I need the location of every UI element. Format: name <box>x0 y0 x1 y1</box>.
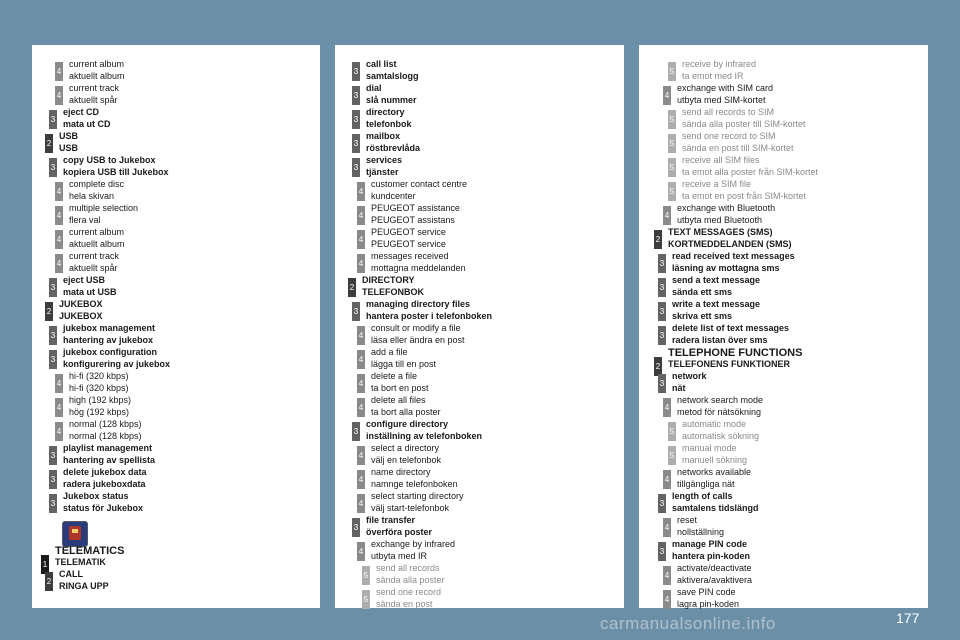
entry-swedish: namnge telefonboken <box>371 478 458 489</box>
entry-english: receive all SIM files <box>682 155 760 165</box>
level-badge: 2 <box>348 278 356 297</box>
menu-entry-text <box>371 323 465 346</box>
entry-english: reset <box>677 515 698 525</box>
entry-swedish: tjänster <box>366 166 399 177</box>
entry-english: USB <box>59 131 79 141</box>
menu-entry-text <box>682 419 759 442</box>
entry-english: name directory <box>371 467 431 477</box>
menu-entry-text <box>672 299 760 322</box>
level-badge: 2 <box>654 357 662 376</box>
entry-swedish: nollställning <box>677 526 725 537</box>
level-badge: 4 <box>357 326 365 345</box>
entry-swedish: sända alla poster <box>376 574 445 585</box>
menu-entry-text <box>672 539 750 562</box>
menu-entry-text <box>682 131 794 154</box>
level-badge: 5 <box>362 566 370 585</box>
entry-english: JUKEBOX <box>59 299 103 309</box>
level-badge: 5 <box>668 110 676 129</box>
menu-entry-text <box>682 59 756 82</box>
menu-entry-text <box>69 419 142 442</box>
menu-entry-text <box>63 107 111 130</box>
level-badge: 3 <box>49 158 57 177</box>
menu-entry-text <box>59 131 78 154</box>
entry-english: file transfer <box>366 515 416 525</box>
entry-swedish: slå nummer <box>366 94 417 105</box>
level-badge: 3 <box>352 158 360 177</box>
level-badge: 1 <box>41 555 49 574</box>
entry-swedish: samtalens tidslängd <box>672 502 759 513</box>
level-badge: 3 <box>352 86 360 105</box>
entry-swedish: mottagna meddelanden <box>371 262 466 273</box>
entry-swedish: automatisk sökning <box>682 430 760 441</box>
entry-english: eject USB <box>63 275 106 285</box>
menu-entry-text <box>677 203 775 226</box>
entry-english: delete list of text messages <box>672 323 790 333</box>
menu-entry-text <box>69 251 119 274</box>
entry-english: receive a SIM file <box>682 179 752 189</box>
entry-english: high (192 kbps) <box>69 395 132 405</box>
entry-english: managing directory files <box>366 299 471 309</box>
level-badge: 3 <box>49 494 57 513</box>
level-badge: 3 <box>658 254 666 273</box>
menu-entry-text <box>63 155 169 178</box>
entry-english: call list <box>366 59 397 69</box>
menu-entry-text <box>677 395 763 418</box>
telematics-icon <box>62 521 88 547</box>
menu-entry-text <box>677 83 773 106</box>
level-badge: 5 <box>362 590 370 609</box>
entry-swedish: ta emot alla poster från SIM-kortet <box>682 166 819 177</box>
entry-english: normal (128 kbps) <box>69 419 142 429</box>
level-badge: 5 <box>668 422 676 441</box>
level-badge: 4 <box>55 422 63 441</box>
level-badge: 4 <box>663 86 671 105</box>
menu-entry-text <box>69 83 119 106</box>
entry-swedish: konfigurering av jukebox <box>63 358 171 369</box>
menu-entry-text <box>59 569 109 592</box>
entry-english: select starting directory <box>371 491 464 501</box>
entry-english: current album <box>69 59 125 69</box>
menu-entry-text <box>677 587 739 610</box>
entry-swedish: metod för nätsökning <box>677 406 762 417</box>
entry-swedish: ta emot en post från SIM-kortet <box>682 190 807 201</box>
entry-swedish: tillgängliga nät <box>677 478 735 489</box>
level-badge: 4 <box>357 350 365 369</box>
entry-swedish: sända en post till SIM-kortet <box>682 142 794 153</box>
menu-entry-text <box>63 443 155 466</box>
level-badge: 2 <box>45 572 53 591</box>
entry-english: messages received <box>371 251 449 261</box>
menu-entry-text <box>69 371 129 394</box>
menu-entry-text <box>682 443 747 466</box>
entry-english: network <box>672 371 707 381</box>
entry-swedish: hela skivan <box>69 190 115 201</box>
menu-entry-text <box>672 323 789 346</box>
level-badge: 4 <box>55 398 63 417</box>
menu-entry-text <box>371 179 467 202</box>
entry-swedish: samtalslogg <box>366 70 419 81</box>
level-badge: 4 <box>663 470 671 489</box>
level-badge: 4 <box>357 254 365 273</box>
menu-entry-text <box>672 491 759 514</box>
menu-entry-text <box>366 83 417 106</box>
entry-english: exchange with SIM card <box>677 83 774 93</box>
level-badge: 4 <box>357 374 365 393</box>
entry-english: send one record <box>376 587 442 597</box>
entry-swedish: skriva ett sms <box>672 310 733 321</box>
entry-english: directory <box>366 107 405 117</box>
level-badge: 5 <box>668 134 676 153</box>
menu-entry-text <box>668 347 802 371</box>
level-badge: 4 <box>357 182 365 201</box>
level-badge: 3 <box>352 62 360 81</box>
entry-english: exchange by infrared <box>371 539 456 549</box>
entry-swedish: sända ett sms <box>672 286 733 297</box>
entry-swedish: radera jukeboxdata <box>63 478 146 489</box>
menu-entry-text <box>371 227 446 250</box>
level-badge: 4 <box>55 254 63 273</box>
level-badge: 3 <box>49 326 57 345</box>
menu-entry-text <box>371 395 441 418</box>
entry-swedish: manuell sökning <box>682 454 748 465</box>
entry-swedish: PEUGEOT service <box>371 238 446 249</box>
entry-swedish: hantering av spellista <box>63 454 156 465</box>
entry-english: TEXT MESSAGES (SMS) <box>668 227 773 237</box>
level-badge: 3 <box>49 470 57 489</box>
entry-english: delete jukebox data <box>63 467 147 477</box>
entry-english: playlist management <box>63 443 153 453</box>
entry-english: TELEPHONE FUNCTIONS <box>668 347 803 359</box>
level-badge: 4 <box>55 206 63 225</box>
entry-swedish: hantera pin-koden <box>672 550 751 561</box>
menu-entry-text <box>366 131 420 154</box>
entry-english: customer contact centre <box>371 179 468 189</box>
entry-english: services <box>366 155 403 165</box>
entry-swedish: ta bort alla poster <box>371 406 441 417</box>
entry-english: add a file <box>371 347 408 357</box>
entry-swedish: nät <box>672 382 686 393</box>
entry-swedish: läsa eller ändra en post <box>371 334 465 345</box>
entry-english: multiple selection <box>69 203 139 213</box>
menu-entry-text <box>69 179 124 202</box>
entry-english: current track <box>69 83 120 93</box>
level-badge: 3 <box>352 422 360 441</box>
entry-english: configure directory <box>366 419 449 429</box>
level-badge: 4 <box>55 62 63 81</box>
entry-english: TELEMATICS <box>55 545 125 557</box>
menu-column-2 <box>335 45 624 608</box>
level-badge: 5 <box>668 62 676 81</box>
entry-swedish: status för Jukebox <box>63 502 144 513</box>
level-badge: 4 <box>357 446 365 465</box>
menu-entry-text <box>672 371 707 394</box>
entry-swedish: läsning av mottagna sms <box>672 262 780 273</box>
entry-english: DIRECTORY <box>362 275 415 285</box>
entry-swedish: välj start-telefonbok <box>371 502 450 513</box>
entry-english: jukebox configuration <box>63 347 158 357</box>
entry-swedish: mata ut USB <box>63 286 117 297</box>
entry-swedish: aktuellt album <box>69 238 125 249</box>
level-badge: 2 <box>45 134 53 153</box>
menu-entry-text <box>371 203 460 226</box>
entry-english: Jukebox status <box>63 491 129 501</box>
entry-english: complete disc <box>69 179 125 189</box>
level-badge: 4 <box>663 590 671 609</box>
entry-swedish: lagra pin-koden <box>677 598 740 609</box>
level-badge: 4 <box>357 230 365 249</box>
entry-swedish: sända en post <box>376 598 433 609</box>
entry-english: save PIN code <box>677 587 736 597</box>
menu-entry-text <box>376 587 441 610</box>
menu-entry-text <box>371 539 455 562</box>
level-badge: 3 <box>352 302 360 321</box>
menu-entry-text <box>371 347 436 370</box>
entry-swedish: hantering av jukebox <box>63 334 154 345</box>
level-badge: 3 <box>49 110 57 129</box>
entry-swedish: utbyta med SIM-kortet <box>677 94 766 105</box>
entry-english: read received text messages <box>672 251 795 261</box>
menu-entry-text <box>63 347 170 370</box>
entry-swedish: hög (192 kbps) <box>69 406 130 417</box>
entry-english: PEUGEOT assistance <box>371 203 460 213</box>
entry-english: current track <box>69 251 120 261</box>
watermark: carmanualsonline.info <box>600 614 776 633</box>
entry-english: manual mode <box>682 443 737 453</box>
entry-swedish: aktivera/avaktivera <box>677 574 753 585</box>
entry-swedish: normal (128 kbps) <box>69 430 142 441</box>
menu-entry-text <box>376 563 445 586</box>
menu-entry-text <box>366 59 419 82</box>
entry-english: current album <box>69 227 125 237</box>
entry-english: hi-fi (320 kbps) <box>69 371 129 381</box>
entry-english: manage PIN code <box>672 539 748 549</box>
level-badge: 3 <box>658 374 666 393</box>
entry-english: send a text message <box>672 275 761 285</box>
level-badge: 4 <box>55 230 63 249</box>
level-badge: 2 <box>654 230 662 249</box>
entry-swedish: aktuellt spår <box>69 262 118 273</box>
level-badge: 4 <box>663 398 671 417</box>
level-badge: 4 <box>357 470 365 489</box>
menu-column-3 <box>639 45 928 608</box>
entry-english: send all records <box>376 563 440 573</box>
menu-entry-text <box>371 251 466 274</box>
level-badge: 4 <box>663 566 671 585</box>
menu-entry-text <box>677 467 751 490</box>
level-badge: 3 <box>658 302 666 321</box>
menu-entry-text <box>69 395 131 418</box>
level-badge: 4 <box>55 182 63 201</box>
entry-english: mailbox <box>366 131 401 141</box>
entry-swedish: telefonbok <box>366 118 412 129</box>
entry-swedish: radera listan över sms <box>672 334 768 345</box>
entry-swedish: TELEFONBOK <box>362 286 424 297</box>
menu-entry-text <box>366 299 492 322</box>
level-badge: 3 <box>352 518 360 537</box>
entry-swedish: PEUGEOT assistans <box>371 214 455 225</box>
entry-swedish: utbyta med Bluetooth <box>677 214 763 225</box>
entry-english: receive by infrared <box>682 59 757 69</box>
menu-entry-text <box>672 251 795 274</box>
menu-column-1 <box>32 45 320 608</box>
entry-swedish: TELEFONENS FUNKTIONER <box>668 359 791 369</box>
entry-english: consult or modify a file <box>371 323 461 333</box>
entry-english: send all records to SIM <box>682 107 775 117</box>
level-badge: 3 <box>49 446 57 465</box>
entry-swedish: utbyta med IR <box>371 550 428 561</box>
menu-entry-text <box>366 107 412 130</box>
entry-english: networks available <box>677 467 752 477</box>
level-badge: 3 <box>658 278 666 297</box>
entry-swedish: USB <box>59 142 79 153</box>
entry-swedish: aktuellt spår <box>69 94 118 105</box>
entry-english: jukebox management <box>63 323 156 333</box>
level-badge: 4 <box>357 494 365 513</box>
entry-english: activate/deactivate <box>677 563 752 573</box>
menu-entry-text <box>362 275 424 298</box>
entry-english: dial <box>366 83 382 93</box>
menu-entry-text <box>63 467 147 490</box>
menu-entry-text <box>371 443 441 466</box>
menu-entry-text <box>371 371 429 394</box>
entry-swedish: inställning av telefonboken <box>366 430 483 441</box>
entry-english: network search mode <box>677 395 764 405</box>
menu-entry-text <box>55 545 124 569</box>
entry-swedish: JUKEBOX <box>59 310 103 321</box>
menu-entry-text <box>672 275 760 298</box>
entry-swedish: hantera poster i telefonboken <box>366 310 493 321</box>
menu-entry-text <box>682 155 818 178</box>
entry-swedish: kundcenter <box>371 190 416 201</box>
menu-entry-text <box>682 179 806 202</box>
entry-swedish: ta bort en post <box>371 382 429 393</box>
entry-swedish: välj en telefonbok <box>371 454 442 465</box>
menu-entry-text <box>63 491 143 514</box>
entry-english: send one record to SIM <box>682 131 776 141</box>
menu-entry-text <box>366 155 402 178</box>
entry-english: delete all files <box>371 395 426 405</box>
level-badge: 4 <box>663 518 671 537</box>
level-badge: 4 <box>357 206 365 225</box>
menu-entry-text <box>63 323 155 346</box>
entry-english: delete a file <box>371 371 418 381</box>
level-badge: 3 <box>49 278 57 297</box>
menu-entry-text <box>366 419 482 442</box>
level-badge: 4 <box>663 206 671 225</box>
entry-swedish: hi-fi (320 kbps) <box>69 382 129 393</box>
entry-swedish: röstbrevlåda <box>366 142 421 153</box>
level-badge: 3 <box>352 134 360 153</box>
entry-english: copy USB to Jukebox <box>63 155 156 165</box>
menu-entry-text <box>366 515 432 538</box>
page-number: 177 <box>896 610 920 626</box>
level-badge: 4 <box>357 398 365 417</box>
entry-english: exchange with Bluetooth <box>677 203 776 213</box>
menu-entry-text <box>63 275 117 298</box>
level-badge: 4 <box>55 86 63 105</box>
menu-entry-text <box>677 515 724 538</box>
level-badge: 4 <box>55 374 63 393</box>
entry-english: write a text message <box>672 299 761 309</box>
level-badge: 3 <box>658 494 666 513</box>
entry-english: length of calls <box>672 491 733 501</box>
entry-swedish: RINGA UPP <box>59 580 109 591</box>
menu-entry-text <box>69 227 125 250</box>
entry-swedish: aktuellt album <box>69 70 125 81</box>
menu-entry-text <box>677 563 752 586</box>
level-badge: 3 <box>658 542 666 561</box>
level-badge: 3 <box>352 110 360 129</box>
menu-entry-text <box>371 491 464 514</box>
entry-swedish: KORTMEDDELANDEN (SMS) <box>668 238 792 249</box>
level-badge: 3 <box>49 350 57 369</box>
entry-english: PEUGEOT service <box>371 227 446 237</box>
entry-english: automatic mode <box>682 419 747 429</box>
entry-swedish: ta emot med IR <box>682 70 744 81</box>
entry-swedish: kopiera USB till Jukebox <box>63 166 169 177</box>
level-badge: 5 <box>668 182 676 201</box>
entry-english: eject CD <box>63 107 100 117</box>
entry-swedish: lägga till en post <box>371 358 437 369</box>
level-badge: 2 <box>45 302 53 321</box>
level-badge: 3 <box>658 326 666 345</box>
menu-entry-text <box>682 107 806 130</box>
entry-swedish: mata ut CD <box>63 118 111 129</box>
entry-english: select a directory <box>371 443 440 453</box>
menu-entry-text <box>59 299 103 322</box>
level-badge: 5 <box>668 446 676 465</box>
entry-swedish: flera val <box>69 214 101 225</box>
entry-swedish: TELEMATIK <box>55 557 106 567</box>
menu-entry-text <box>69 59 125 82</box>
level-badge: 4 <box>357 542 365 561</box>
entry-english: CALL <box>59 569 83 579</box>
entry-swedish: överföra poster <box>366 526 433 537</box>
menu-entry-text <box>69 203 138 226</box>
menu-entry-text <box>371 467 458 490</box>
level-badge: 5 <box>668 158 676 177</box>
entry-swedish: sända alla poster till SIM-kortet <box>682 118 806 129</box>
menu-entry-text <box>668 227 792 250</box>
